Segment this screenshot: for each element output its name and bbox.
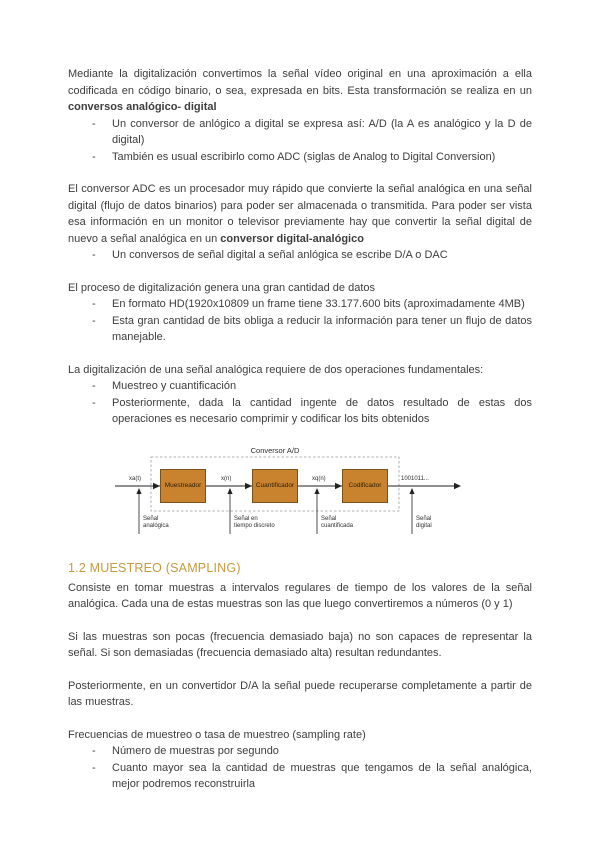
caption-line: Señal bbox=[143, 515, 159, 522]
bullet-item: - Un conversor de anlógico a digital se expresa así: A/D (la A es analógico y la D de digital) bbox=[90, 116, 532, 149]
caption-line: digital bbox=[416, 523, 432, 529]
arrowhead-up-icon bbox=[227, 488, 232, 494]
paragraph-text: Mediante la digitalización convertimos la señal vídeo original en una aproximación a ella codificada en código binario, o sea, expresada en bits. Esta transformación se realiza en un bbox=[68, 68, 532, 97]
signal-label-analog-input: xa(t) bbox=[129, 475, 141, 482]
arrowhead-up-icon bbox=[136, 488, 141, 494]
bullet-item: - Un conversos de señal digital a señal anlógica se escribe D/A o DAC bbox=[90, 247, 532, 264]
bullet-item: - Cuanto mayor sea la cantidad de muestras que tengamos de la señal analógica, mejor podremos reconstruirla bbox=[90, 760, 532, 793]
paragraph-datos: El proceso de digitalización genera una gran cantidad de datos bbox=[68, 281, 375, 294]
bullet-item: - Muestreo y cuantificación bbox=[90, 378, 532, 395]
arrowhead-icon bbox=[153, 482, 160, 488]
bullet-list-da bbox=[68, 247, 532, 264]
sampling-rate-block bbox=[68, 727, 532, 793]
muestras-pocas-block bbox=[68, 629, 532, 662]
block-muestreador: Muestreador bbox=[160, 469, 206, 503]
paragraph-recuperacion: Posteriormente, en un convertidor D/A la señal puede recuperarse completamente a partir de las muestras. bbox=[68, 679, 532, 708]
bullet-item: - Posteriormente, dada la cantidad ingente de datos resultado de estas dos operaciones es necesario comprimir y codificar los bits obtenidos bbox=[90, 395, 532, 428]
signal-label-discrete: x(n) bbox=[221, 475, 232, 482]
bullet-list-ad bbox=[68, 116, 532, 166]
paragraph-operaciones: La digitalización de una señal analógica requiere de dos operaciones fundamentales: bbox=[68, 363, 484, 376]
caption-line: analógica bbox=[143, 523, 169, 529]
datos-block bbox=[68, 280, 532, 346]
caption-senal-tiempo-discreto bbox=[234, 516, 275, 531]
recuperacion-block bbox=[68, 678, 532, 711]
block-codificador: Codificador bbox=[342, 469, 388, 503]
bullet-list-operaciones bbox=[68, 378, 532, 428]
caption-senal-analogica bbox=[143, 516, 169, 531]
caption-line: Señal bbox=[416, 515, 432, 522]
paragraph-digitalizacion bbox=[68, 66, 532, 116]
caption-line: Señal bbox=[321, 515, 337, 522]
bullet-list-datos bbox=[68, 296, 532, 346]
signal-label-digital-output: 1001011... bbox=[401, 475, 429, 482]
paragraph-consiste: Consiste en tomar muestras a intervalos regulares de tiempo de los valores de la señal analógica. Cada una de estas muestras son las que luego convertiremos a números (0 y 1) bbox=[68, 581, 532, 610]
arrowhead-icon bbox=[245, 482, 252, 488]
bold-conversor-da: conversor digital-analógico bbox=[220, 232, 364, 245]
adc-block bbox=[68, 181, 532, 264]
caption-line: Señal en bbox=[234, 515, 258, 522]
operaciones-block bbox=[68, 362, 532, 428]
muestreo-intro-block bbox=[68, 580, 532, 613]
paragraph-adc bbox=[68, 181, 532, 247]
section-heading-muestreo: 1.2 MUESTREO (SAMPLING) bbox=[68, 560, 241, 575]
arrowhead-up-icon bbox=[409, 488, 414, 494]
paragraph-sampling-rate: Frecuencias de muestreo o tasa de muestreo (sampling rate) bbox=[68, 728, 366, 741]
caption-senal-digital bbox=[416, 516, 432, 531]
intro-block bbox=[68, 66, 532, 165]
signal-label-quantized: xq(n) bbox=[312, 475, 326, 482]
bullet-item: - Número de muestras por segundo bbox=[90, 743, 532, 760]
bullet-list-sampling-rate bbox=[68, 743, 532, 793]
arrowhead-icon bbox=[454, 482, 461, 488]
bullet-item: - En formato HD(1920x10809 un frame tiene 33.177.600 bits (aproximadamente 4MB) bbox=[90, 296, 532, 313]
bullet-item: - También es usual escribirlo como ADC (siglas de Analog to Digital Conversion) bbox=[90, 149, 532, 166]
caption-senal-cuantificada bbox=[321, 516, 353, 531]
bold-conversor-ad: conversos analógico- digital bbox=[68, 101, 217, 113]
arrowhead-up-icon bbox=[314, 488, 319, 494]
caption-line: cuantificada bbox=[321, 523, 354, 529]
block-cuantificador: Cuantificador bbox=[252, 469, 298, 503]
caption-line: tiempo discreto bbox=[234, 523, 275, 529]
bullet-item: - Esta gran cantidad de bits obliga a reducir la información para tener un flujo de datos manejable. bbox=[90, 313, 532, 346]
paragraph-text: El conversor ADC es un procesador muy rápido que convierte la señal analógica en una señal digital (flujo de datos binarios) para poder ser almacenada o transmitida. Para poder ser vista esa información en un monitor o televisor previamente hay que convertir la señal digital de nuevo a señal analógica en un bbox=[68, 183, 532, 245]
arrowhead-icon bbox=[335, 482, 342, 488]
paragraph-muestras-pocas: Si las muestras son pocas (frecuencia demasiado baja) no son capaces de representar la señal. Si son demasiadas (frecuencia demasiado alta) resultan redundantes. bbox=[68, 630, 532, 659]
diagram-title: Conversor A/D bbox=[250, 445, 300, 455]
adc-diagram bbox=[115, 444, 461, 544]
